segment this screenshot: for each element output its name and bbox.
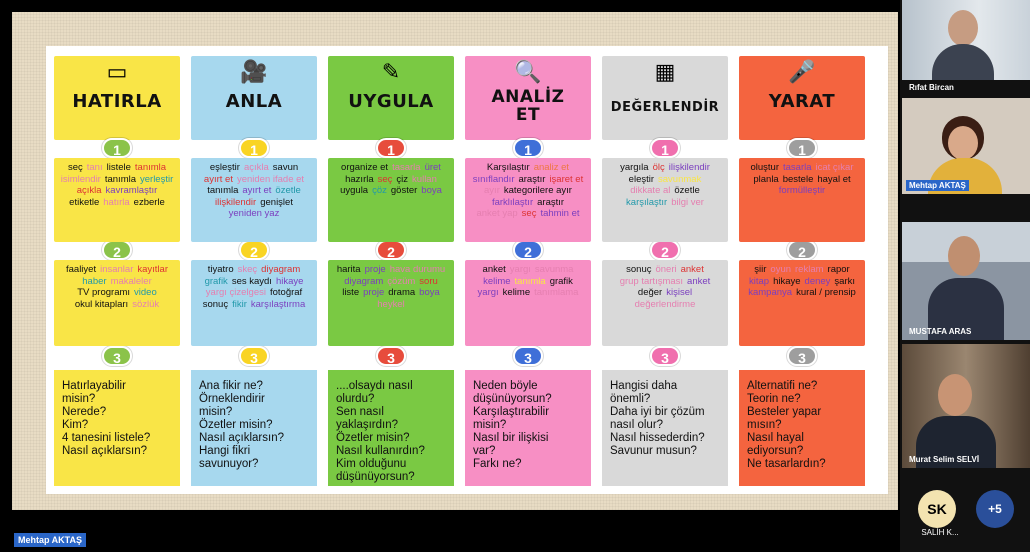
verb-word: özetle	[674, 185, 700, 196]
verb-word: deney	[804, 275, 831, 287]
column-header	[191, 56, 317, 140]
verb-word: tanımla	[514, 275, 546, 287]
question-line: Nasıl bir ilişkisi	[473, 432, 549, 444]
verb-word: haber	[82, 275, 107, 287]
verb-word: şiir	[754, 264, 767, 275]
verb-word: icat çıkar	[815, 162, 854, 173]
question-line: Teorin ne?	[747, 393, 801, 405]
level-badge: 3	[102, 346, 132, 366]
verb-word: yargıla	[620, 162, 649, 173]
pencil-icon: ✎	[381, 59, 401, 84]
verb-word: tiyatro	[207, 264, 234, 275]
verb-word: araştır	[518, 173, 546, 185]
verb-word: kavramlaştır	[105, 185, 158, 196]
verb-word: anket	[482, 264, 506, 275]
level-badge: 3	[239, 346, 269, 366]
column-title: YARAT	[768, 91, 836, 112]
question-line: Nasıl açıklarsın?	[62, 445, 148, 457]
participant-panel	[900, 0, 1030, 552]
column-title: DEĞERLENDİR	[610, 100, 720, 115]
level-badge: 1	[650, 138, 680, 158]
question-line: Farkı ne?	[473, 458, 522, 470]
verb-word: sözlük	[132, 298, 160, 310]
level-2-products	[191, 260, 317, 346]
verb-word: savunma	[534, 264, 574, 275]
participant-tile[interactable]	[902, 222, 1030, 340]
level-badge: 3	[376, 346, 406, 366]
level-1-verbs	[54, 158, 180, 242]
level-badge: 3	[513, 346, 543, 366]
level-2-products	[54, 260, 180, 346]
verb-word: kampanya	[748, 287, 793, 298]
avatar-initials: SK	[927, 501, 947, 517]
level-badge: 1	[513, 138, 543, 158]
question-line: düşünüyorsun?	[336, 471, 415, 483]
participant-tile[interactable]	[902, 98, 1030, 194]
level-3-questions	[191, 370, 317, 486]
verb-word: ilişkilendir	[668, 162, 710, 173]
column-yarat	[739, 56, 865, 486]
verb-word: hayal et	[817, 173, 851, 185]
verb-word: okul kitapları	[74, 298, 129, 310]
verb-word: açıkla	[243, 162, 269, 173]
verb-word: hikaye	[275, 275, 304, 287]
verb-word: drama	[388, 287, 416, 298]
question-line: Nasıl açıklarsın?	[199, 432, 285, 444]
verb-word: rapor	[827, 264, 850, 275]
question-line: nasıl olur?	[610, 419, 664, 431]
level-2-products	[739, 260, 865, 346]
verb-word: ayırt et	[242, 185, 272, 196]
verb-word: Karşılaştır	[486, 162, 530, 173]
level-1-verbs	[739, 158, 865, 242]
verb-word: organize et	[341, 162, 389, 173]
column-header	[602, 56, 728, 140]
verb-word: hatırla	[103, 196, 130, 208]
question-line: Hangisi daha	[610, 380, 678, 392]
verb-word: eleştir	[628, 173, 655, 185]
verb-word: savunmak	[658, 173, 702, 185]
column-degerlendir	[602, 56, 728, 486]
verb-word: diyagram	[344, 275, 384, 287]
verb-word: araştır	[537, 196, 565, 208]
question-line: Savunur musun?	[610, 445, 697, 457]
verb-word: kayıtlar	[137, 264, 168, 275]
verb-word: grafik	[549, 275, 573, 287]
level-2-products	[602, 260, 728, 346]
question-line: Nerede?	[62, 406, 107, 418]
verb-word: tanı	[86, 162, 103, 173]
verb-word: açıkla	[76, 185, 102, 196]
verb-word: tanımla	[207, 185, 239, 196]
level-badge: 2	[787, 240, 817, 260]
shared-slide-background	[12, 12, 898, 510]
verb-word: reklam	[795, 264, 824, 275]
verb-word: hikaye	[773, 275, 801, 287]
verb-word: formülleştir	[778, 185, 826, 196]
verb-word: kullan	[412, 173, 437, 185]
question-line: Özetler misin?	[336, 432, 410, 444]
verb-word: anket	[680, 264, 704, 275]
verb-word: TV programı	[77, 287, 131, 298]
verb-word: diyagram	[261, 264, 301, 275]
question-line: Nasıl hissederdin?	[610, 432, 705, 444]
column-analiz	[465, 56, 591, 486]
verb-word: tasarla	[782, 162, 812, 173]
verb-word: yeniden yaz	[228, 208, 280, 219]
verb-word: planla	[753, 173, 779, 185]
verb-word: yeniden ifade et	[236, 173, 305, 185]
verb-word: kelime	[483, 275, 511, 287]
column-title: ANALİZ ET	[491, 87, 565, 125]
blooms-taxonomy-slide	[46, 46, 888, 494]
verb-word: özetle	[275, 185, 301, 196]
verb-word: grup tartışması	[619, 275, 684, 287]
calculator-icon: ▦	[654, 59, 676, 84]
verb-word: video	[134, 287, 157, 298]
level-3-questions	[328, 370, 454, 486]
question-line: Hatırlayabilir	[62, 380, 126, 392]
question-line: Örneklendirir	[199, 393, 265, 405]
question-line: düşünüyorsun?	[473, 393, 552, 405]
verb-word: oluştur	[750, 162, 779, 173]
level-badge: 1	[239, 138, 269, 158]
verb-word: soru	[419, 275, 438, 287]
question-line: Ana fikir ne?	[199, 380, 263, 392]
verb-word: ayır	[484, 185, 500, 196]
verb-word: proje	[364, 264, 386, 275]
level-badge: 2	[376, 240, 406, 260]
level-badge: 3	[787, 346, 817, 366]
column-anla	[191, 56, 317, 486]
verb-word: şarkı	[834, 275, 856, 287]
question-line: Daha iyi bir çözüm	[610, 406, 705, 418]
level-2-products	[465, 260, 591, 346]
verb-word: yerleştir	[140, 173, 174, 185]
question-line: var?	[473, 445, 496, 457]
verb-word: liste	[342, 287, 360, 298]
verb-word: kitap	[748, 275, 770, 287]
question-line: Hangi fikri	[199, 445, 251, 457]
verb-word: skeç	[237, 264, 258, 275]
participant-face	[938, 374, 972, 416]
verb-word: makaleler	[110, 275, 152, 287]
level-1-verbs	[465, 158, 591, 242]
verb-word: yargı	[477, 287, 499, 298]
verb-word: tanımla	[134, 162, 167, 173]
level-2-products	[328, 260, 454, 346]
verb-word: tahmin et	[540, 208, 580, 219]
column-header	[465, 56, 591, 140]
level-badge: 2	[513, 240, 543, 260]
level-badge: 2	[102, 240, 132, 260]
participant-name: MUSTAFA ARAS	[909, 327, 972, 336]
verb-word: üret	[424, 162, 441, 173]
column-uygula	[328, 56, 454, 486]
verb-word: genişlet	[260, 196, 293, 208]
verb-word: heykel	[377, 298, 405, 310]
participant-name: Murat Selim SELVİ	[909, 455, 980, 464]
level-3-questions	[739, 370, 865, 486]
verb-word: ilişkilendir	[215, 196, 257, 208]
column-header	[739, 56, 865, 140]
verb-word: kişisel	[666, 287, 693, 298]
verb-word: değerlendirme	[634, 298, 696, 310]
level-badge: 1	[102, 138, 132, 158]
participant-face	[948, 236, 980, 276]
column-header	[328, 56, 454, 140]
film-camera-icon: 🎥	[240, 59, 268, 84]
verb-word: boya	[419, 287, 440, 298]
magnifier-icon: 🔍	[514, 59, 542, 84]
level-3-questions	[54, 370, 180, 486]
active-speaker-label: Mehtap AKTAŞ	[14, 533, 86, 547]
participant-face	[948, 126, 978, 160]
avatar-name: SALİH K...	[921, 528, 959, 537]
verb-word: kategorilere ayır	[503, 185, 572, 196]
verb-word: seç	[377, 173, 393, 185]
verb-word: karşılaştırma	[250, 298, 306, 310]
verb-word: karşılaştır	[626, 196, 668, 208]
verb-word: farklılaştır	[491, 196, 534, 208]
level-1-verbs	[602, 158, 728, 242]
column-hatirla	[54, 56, 180, 486]
verb-word: sonuç	[202, 298, 229, 310]
participant-name: Rıfat Bircan	[909, 83, 954, 92]
question-line: Alternatifi ne?	[747, 380, 818, 392]
verb-word: isimlendir	[60, 173, 101, 185]
level-badge: 1	[376, 138, 406, 158]
verb-word: yargı	[509, 264, 531, 275]
verb-word: bestele	[782, 173, 814, 185]
verb-word: dikkate al	[630, 185, 671, 196]
level-badge: 3	[650, 346, 680, 366]
verb-word: listele	[106, 162, 131, 173]
level-3-questions	[465, 370, 591, 486]
more-count: +5	[988, 502, 1002, 516]
column-header	[54, 56, 180, 140]
participant-name: Mehtap AKTAŞ	[906, 180, 969, 191]
verb-word: proje	[363, 287, 385, 298]
level-1-verbs	[191, 158, 317, 242]
question-line: mısın?	[747, 419, 782, 431]
verb-word: sınıflandır	[472, 173, 515, 185]
question-line: misin?	[473, 419, 507, 431]
verb-word: çözüm	[387, 275, 416, 287]
question-line: Kim olduğunu	[336, 458, 407, 470]
more-participants-button[interactable]	[976, 490, 1014, 528]
verb-word: kelime	[502, 287, 531, 298]
verb-word: değer	[637, 287, 663, 298]
question-line: Özetler misin?	[199, 419, 273, 431]
verb-word: eşleştir	[209, 162, 240, 173]
verb-word: hazırla	[345, 173, 374, 185]
question-line: Nasıl hayal	[747, 432, 804, 444]
verb-word: hava durumu	[389, 264, 446, 275]
verb-word: tasarla	[392, 162, 421, 173]
verb-word: kural / prensip	[796, 287, 856, 298]
verb-word: anket yap	[476, 208, 518, 219]
verb-word: fotoğraf	[269, 287, 303, 298]
verb-word: seç	[67, 162, 83, 173]
question-line: ....olsaydı nasıl	[336, 380, 413, 392]
level-badge: 2	[650, 240, 680, 260]
question-line: Karşılaştırabilir	[473, 406, 550, 418]
verb-word: çiz	[396, 173, 409, 185]
verb-word: ezberle	[133, 196, 165, 208]
verb-word: analiz et	[533, 162, 570, 173]
verb-word: oyun	[770, 264, 792, 275]
monitor-icon: ▭	[106, 59, 128, 84]
question-line: Kim?	[62, 419, 89, 431]
verb-word: seç	[521, 208, 537, 219]
verb-word: harita	[336, 264, 361, 275]
question-line: Sen nasıl	[336, 406, 384, 418]
level-1-verbs	[328, 158, 454, 242]
verb-word: grafik	[204, 275, 228, 287]
question-line: ediyorsun?	[747, 445, 804, 457]
question-line: olurdu?	[336, 393, 375, 405]
participant-face	[948, 10, 978, 46]
verb-word: yargı çizelgesi	[205, 287, 266, 298]
verb-word: etiketle	[69, 196, 100, 208]
question-line: Nasıl kullanırdın?	[336, 445, 425, 457]
question-line: yaklaşırdın?	[336, 419, 399, 431]
column-title: UYGULA	[348, 91, 434, 112]
verb-word: uygula	[340, 185, 369, 196]
verb-word: göster	[390, 185, 418, 196]
verb-word: ölç	[652, 162, 665, 173]
question-line: önemli?	[610, 393, 651, 405]
question-line: misin?	[62, 393, 96, 405]
question-line: 4 tanesini listele?	[62, 432, 151, 444]
verb-word: bilgi ver	[671, 196, 704, 208]
column-title: HATIRLA	[72, 91, 162, 112]
verb-word: çöz	[372, 185, 387, 196]
level-badge: 2	[239, 240, 269, 260]
verb-word: ayırt et	[203, 173, 233, 185]
question-line: Neden böyle	[473, 380, 538, 392]
verb-word: boya	[421, 185, 442, 196]
participant-avatar[interactable]	[918, 490, 956, 528]
verb-word: tanımla	[104, 173, 136, 185]
verb-word: fikir	[232, 298, 247, 310]
verb-word: tanımlama	[534, 287, 579, 298]
microphone-icon: 🎤	[788, 59, 816, 84]
question-line: Besteler yapar	[747, 406, 822, 418]
verb-word: işaret et	[549, 173, 584, 185]
verb-word: insanlar	[100, 264, 134, 275]
verb-word: sonuç	[626, 264, 652, 275]
level-badge: 1	[787, 138, 817, 158]
question-line: savunuyor?	[199, 458, 259, 470]
verb-word: savun	[272, 162, 299, 173]
participant-tile[interactable]	[902, 0, 1030, 96]
verb-word: ses kaydı	[231, 275, 272, 287]
column-title: ANLA	[225, 91, 283, 112]
level-3-questions	[602, 370, 728, 486]
verb-word: faaliyet	[65, 264, 97, 275]
participant-tile[interactable]	[902, 344, 1030, 468]
verb-word: öneri	[655, 264, 677, 275]
question-line: Ne tasarlardın?	[747, 458, 826, 470]
question-line: misin?	[199, 406, 233, 418]
verb-word: anket	[687, 275, 711, 287]
